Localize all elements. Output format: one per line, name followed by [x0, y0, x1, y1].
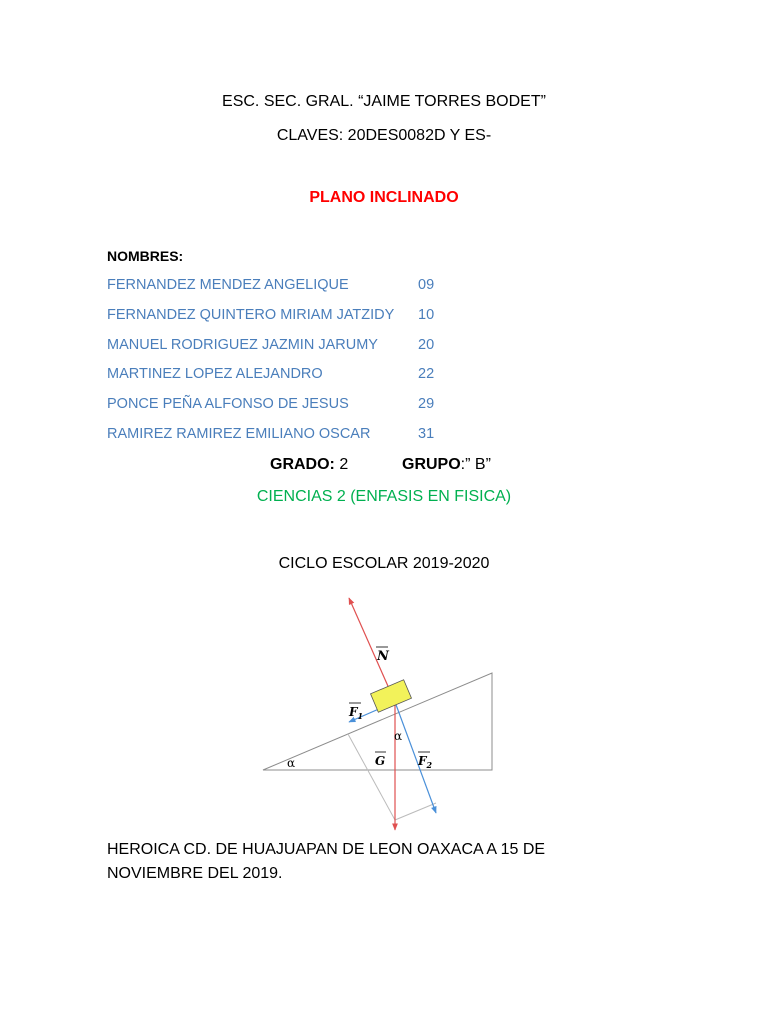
student-number: 29 [418, 396, 435, 412]
student-row [107, 366, 435, 382]
label-g: G [375, 754, 386, 768]
construction-line [348, 734, 395, 820]
student-row [107, 337, 435, 353]
grade-value: 2 [334, 456, 349, 473]
footer-place-date [107, 838, 627, 886]
names-label: NOMBRES: [107, 248, 184, 264]
grade-group-line [270, 456, 491, 474]
student-name: FERNANDEZ MENDEZ ANGELIQUE [107, 277, 349, 293]
student-name: MARTINEZ LOPEZ ALEJANDRO [107, 366, 323, 382]
subject-name: CIENCIAS 2 (ENFASIS EN FISICA) [256, 488, 512, 505]
footer-line-2: NOVIEMBRE DEL 2019. [107, 865, 283, 882]
group-value: :” B” [460, 456, 491, 473]
school-cycle: CICLO ESCOLAR 2019-2020 [278, 555, 490, 572]
student-row [107, 277, 435, 293]
document-title: PLANO INCLINADO [309, 189, 459, 206]
student-name: FERNANDEZ QUINTERO MIRIAM JATZIDY [107, 307, 395, 323]
student-row [107, 396, 435, 412]
footer-line-1: HEROICA CD. DE HUAJUAPAN DE LEON OAXACA A 15 DE [107, 841, 546, 858]
student-name: PONCE PEÑA ALFONSO DE JESUS [107, 396, 349, 412]
student-number: 22 [418, 366, 435, 382]
student-row [107, 307, 435, 323]
student-name: MANUEL RODRIGUEZ JAZMIN JARUMY [107, 337, 378, 353]
label-alpha-base: α [287, 756, 296, 770]
label-f2: $F_2$ [418, 754, 433, 770]
grade-label: GRADO: [270, 456, 335, 473]
construction-line [395, 803, 436, 820]
student-number: 10 [418, 307, 435, 323]
group-part [402, 456, 491, 474]
label-n: N [377, 649, 389, 664]
school-name: ESC. SEC. GRAL. “JAIME TORRES BODET” [222, 93, 546, 110]
label-alpha-vertex: α [394, 729, 403, 743]
inclined-plane-diagram [255, 590, 505, 835]
f2-arrow [395, 702, 436, 813]
student-number: 09 [418, 277, 435, 293]
student-number: 31 [418, 426, 435, 442]
label-f1: $F_1$ [349, 705, 364, 721]
student-number: 20 [418, 337, 435, 353]
student-row [107, 426, 435, 442]
school-keys: CLAVES: 20DES0082D Y ES- [276, 127, 492, 144]
block [371, 680, 412, 712]
student-name: RAMIREZ RAMIREZ EMILIANO OSCAR [107, 426, 371, 442]
grade-part [270, 456, 348, 473]
group-label: GRUPO [402, 456, 461, 473]
